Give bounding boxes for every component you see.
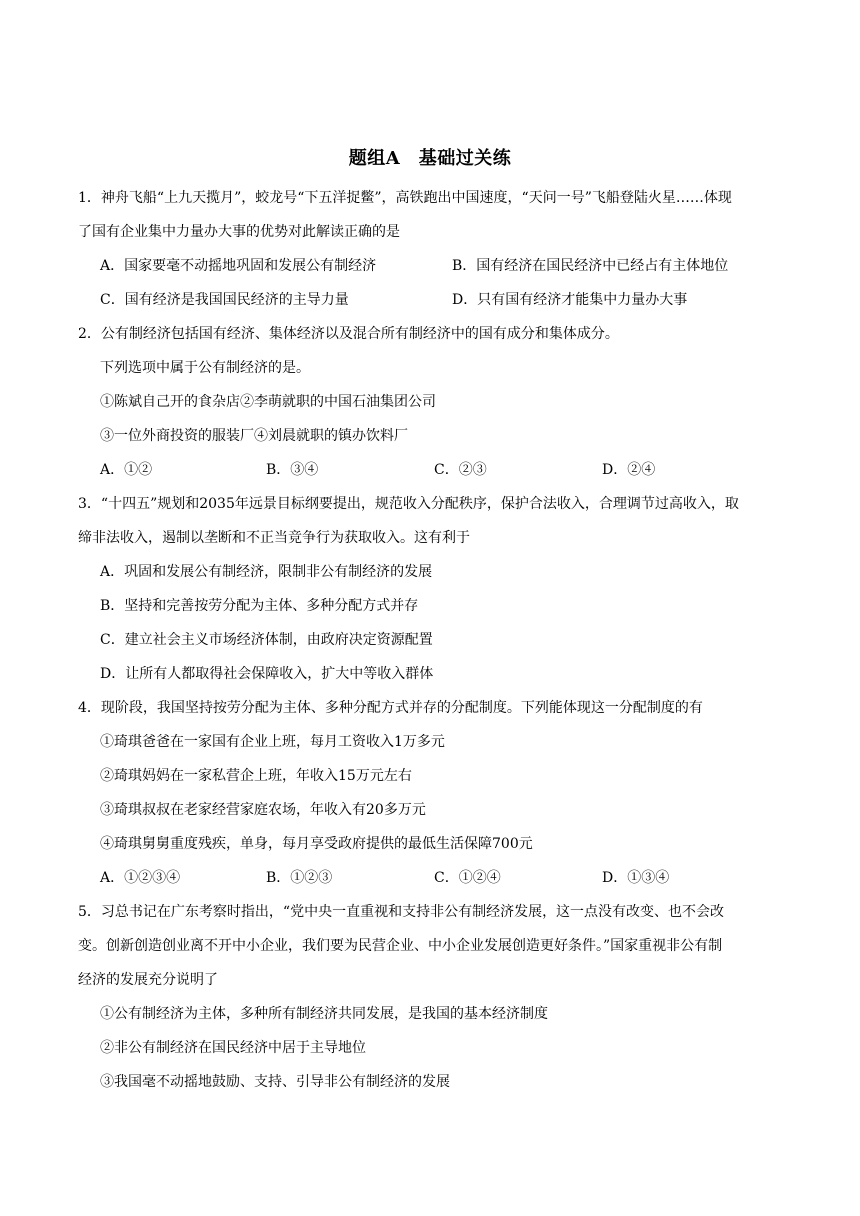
question-5-stem-line-1: 5．习总书记在广东考察时指出，“党中央一直重视和支持非公有制经济发展，这一点没有改变、也不会改 [78, 904, 725, 920]
question-4-stem-line-4: ③琦琪叔叔在老家经营家庭农场，年收入有20多万元 [100, 802, 426, 818]
question-1-stem-line-2: 了国有企业集中力量办大事的优势对此解读正确的是 [78, 224, 400, 240]
question-4-stem-line-1: 4．现阶段，我国坚持按劳分配为主体、多种分配方式并存的分配制度。下列能体现这一分配制度的有 [78, 700, 703, 716]
question-2-stem-line-1: 2．公有制经济包括国有经济、集体经济以及混合所有制经济中的国有成分和集体成分。 [78, 326, 619, 342]
question-2-option-b: B．③④ [266, 462, 319, 478]
question-1-option-c: C．国有经济是我国国民经济的主导力量 [100, 292, 349, 308]
question-3-option-d: D．让所有人都取得社会保障收入，扩大中等收入群体 [100, 666, 434, 682]
question-2-stem-line-4: ③一位外商投资的服装厂④刘晨就职的镇办饮料厂 [100, 428, 408, 444]
question-1-option-d: D．只有国有经济才能集中力量办大事 [452, 292, 688, 308]
question-3-stem-line-2: 缔非法收入，遏制以垄断和不正当竞争行为获取收入。这有利于 [78, 530, 470, 546]
question-1-option-b: B．国有经济在国民经济中已经占有主体地位 [452, 258, 729, 274]
question-3-stem-line-1: 3．“十四五”规划和2035年远景目标纲要提出，规范收入分配秩序，保护合法收入，合理调节过高收入，取 [78, 496, 739, 512]
question-4-stem-line-5: ④琦琪舅舅重度残疾，单身，每月享受政府提供的最低生活保障700元 [100, 836, 533, 852]
question-2-stem-line-2: 下列选项中属于公有制经济的是。 [100, 360, 310, 376]
question-1-option-a: A．国家要毫不动摇地巩固和发展公有制经济 [100, 258, 377, 274]
question-2-option-c: C．②③ [434, 462, 487, 478]
question-5-stem-line-2: 变。创新创造创业离不开中小企业，我们要为民营企业、中小企业发展创造更好条件。”国家重视非公有制 [78, 938, 723, 954]
question-3-option-b: B．坚持和完善按劳分配为主体、多种分配方式并存 [100, 598, 419, 614]
question-5-stem-line-6: ③我国毫不动摇地鼓励、支持、引导非公有制经济的发展 [100, 1074, 450, 1090]
question-5-stem-line-4: ①公有制经济为主体，多种所有制经济共同发展，是我国的基本经济制度 [100, 1006, 548, 1022]
question-2-option-d: D．②④ [602, 462, 656, 478]
question-3-option-a: A．巩固和发展公有制经济，限制非公有制经济的发展 [100, 564, 433, 580]
page-title: 题组A 基础过关练 [348, 148, 512, 169]
question-5-stem-line-5: ②非公有制经济在国民经济中居于主导地位 [100, 1040, 366, 1056]
question-2-stem-line-3: ①陈斌自己开的食杂店②李萌就职的中国石油集团公司 [100, 394, 436, 410]
question-1-stem-line-1: 1．神舟飞船“上九天揽月”，蛟龙号“下五洋捉鳖”，高铁跑出中国速度，“天问一号”飞船登陆火星……体现 [78, 190, 732, 206]
question-4-stem-line-2: ①琦琪爸爸在一家国有企业上班，每月工资收入1万多元 [100, 734, 445, 750]
question-4-option-c: C．①②④ [434, 870, 501, 886]
question-2-option-a: A．①② [100, 462, 153, 478]
question-4-option-a: A．①②③④ [100, 870, 181, 886]
question-4-option-b: B．①②③ [266, 870, 333, 886]
question-3-option-c: C．建立社会主义市场经济体制，由政府决定资源配置 [100, 632, 433, 648]
question-5-stem-line-3: 经济的发展充分说明了 [78, 972, 218, 988]
question-4-option-d: D．①③④ [602, 870, 670, 886]
question-4-stem-line-3: ②琦琪妈妈在一家私营企上班，年收入15万元左右 [100, 768, 412, 784]
